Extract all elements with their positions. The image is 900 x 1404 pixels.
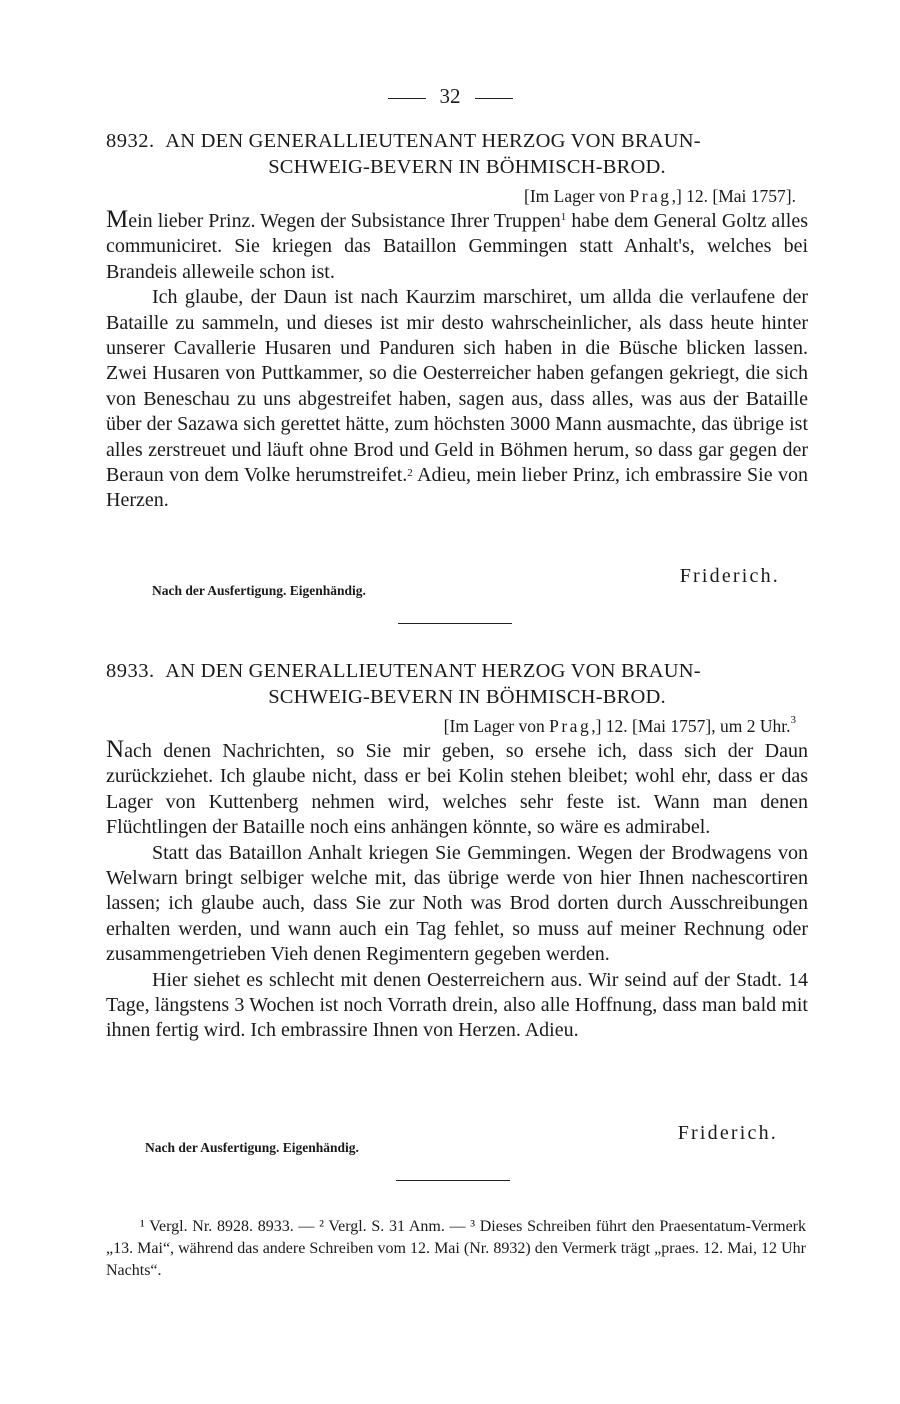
letter-8933 xyxy=(106,658,808,1044)
place-name: Prag xyxy=(629,186,672,206)
separator-rule xyxy=(396,1180,510,1181)
letter-heading xyxy=(106,658,808,710)
page-number: 32 xyxy=(0,84,900,109)
separator-rule xyxy=(398,623,512,624)
paragraph: Ich glaube, der Daun ist nach Kaurzim marschiret, um allda die verlaufene der Bataille zu sammeln, und dieses ist mir desto wahrscheinlicher, als dass heute hinter unserer Cavallerie Husaren und Panduren sich haben in die Büsche blicken lassen. Zwei Husaren von Puttkammer, so die Oesterreicher haben gefangen gekriegt, die sich von Beneschau zu uns abgestreifet haben, sagen aus, dass alles, was aus der Bataille über der Sazawa sich gerettet hätte, zum höchsten 3000 Mann ausmachte, das übrige ist alles zerstreuet und läuft ohne Brod und Geld in Böhmen herum, so dass gar gegen der Beraun von dem Volke herumstreifet.$^2$ Adieu, mein lieber Prinz, ich embrassire Sie von Herzen. xyxy=(106,286,808,512)
signature: Friderich. xyxy=(679,565,780,587)
footnote-marker: 2 xyxy=(407,467,413,480)
signature: Friderich. xyxy=(677,1122,778,1144)
heading-line-2: SCHWEIG-BEVERN IN BÖHMISCH-BROD. xyxy=(268,686,666,708)
place-name: Prag xyxy=(549,716,592,736)
source-note: Nach der Ausfertigung. Eigenhändig. xyxy=(145,1140,359,1155)
paragraph: Hier siehet es schlecht mit denen Oesterreichern aus. Wir seind auf der Stadt. 14 Tage, längstens 3 Wochen ist noch Vorrath drein, also alle Hoffnung, dass man bald mit ihnen fertig wird. Ich embrassire Ihnen von Herzen. Adieu. xyxy=(106,968,808,1042)
paragraph: Mein lieber Prinz. Wegen der Subsistance Ihrer Truppen$^1$ habe dem General Goltz alles communiciret. Sie kriegen das Bataillon Gemmingen statt Anhalt's, welches bei Brandeis alleweile schon ist. xyxy=(106,206,808,283)
letter-number: 8933. xyxy=(106,660,155,682)
letter-heading xyxy=(106,128,808,180)
footnote-marker: 3 xyxy=(790,714,796,726)
footnote-marker: 1 xyxy=(560,211,567,223)
heading-line-1: AN DEN GENERALLIEUTENANT HERZOG VON BRAUN- xyxy=(165,130,701,152)
page-number-dash-right xyxy=(475,98,513,99)
page-number-dash-left xyxy=(388,98,426,99)
source-note: Nach der Ausfertigung. Eigenhändig. xyxy=(152,583,366,598)
letter-number: 8932. xyxy=(106,130,155,152)
heading-line-1: AN DEN GENERALLIEUTENANT HERZOG VON BRAUN- xyxy=(165,660,701,682)
dateline: [Im Lager von Prag,] 12. [Mai 1757], um 2 Uhr.$^3$ xyxy=(443,714,796,736)
letter-8932 xyxy=(106,128,808,514)
paragraph: Statt das Bataillon Anhalt kriegen Sie Gemmingen. Wegen der Brodwagens von Welwarn bringt selbiger welche mit, das übrige werde von hier Ihnen nachescortiren lassen; ich glaube auch, dass Sie zur Noth was Brod dorten durch Ausschreibungen erhalten werden, und wann auch ein Tag fehlet, so muss auf meiner Rechnung oder zusammengetrieben Vieh denen Regimentern gegeben werden. xyxy=(106,841,808,966)
heading-line-2: SCHWEIG-BEVERN IN BÖHMISCH-BROD. xyxy=(268,156,666,178)
paragraph: Nach denen Nachrichten, so Sie mir geben, so ersehe ich, dass sich der Daun zurückziehet. Ich glaube nicht, dass er bei Kolin stehen bleibet; wohl ehr, dass er das Lager von Kuttenberg nehmen wird, welches sehr feste ist. Wann man denen Flüchtlingen der Bataille noch eins anhängen könnte, so wäre es admirabel. xyxy=(106,736,808,839)
dateline: [Im Lager von Prag,] 12. [Mai 1757]. xyxy=(524,186,796,206)
letter-body xyxy=(106,737,808,1044)
letter-body xyxy=(106,207,808,514)
footnotes: ¹ Vergl. Nr. 8928. 8933. — ² Vergl. S. 31 Anm. — ³ Dieses Schreiben führt den Praesentatum-Vermerk „13. Mai“, während das andere Schreiben vom 12. Mai (Nr. 8932) den Vermerk trägt „praes. 12. Mai, 12 Uhr Nachts“. xyxy=(106,1218,806,1279)
